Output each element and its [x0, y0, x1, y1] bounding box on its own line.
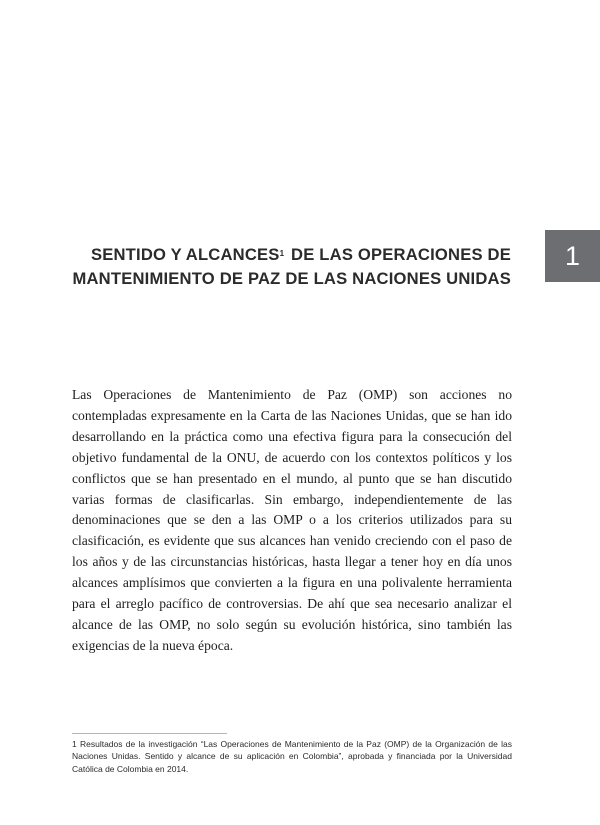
- footnote-reference[interactable]: 1: [279, 249, 285, 259]
- chapter-number-tab: [545, 230, 600, 282]
- chapter-title-line-1: [60, 243, 511, 267]
- chapter-title-part-1: SENTIDO Y ALCANCES: [90, 245, 280, 265]
- footnote-divider: [72, 733, 227, 734]
- chapter-title: [60, 243, 511, 291]
- chapter-title-part-2: DE LAS OPERACIONES DE: [286, 245, 511, 265]
- footnote: 1 Resultados de la investigación “Las Operaciones de Mantenimiento de la Paz (OMP) de la Organización de las Naciones Unidas. Sentido y alcance de su aplicación en Colombia”, aprobada y financiada por la Universidad Católica de Colombia en 2014.: [72, 739, 512, 774]
- body-paragraph: Las Operaciones de Mantenimiento de Paz (OMP) son acciones no contempladas expresamente en la Carta de las Naciones Unidas, que se han ido desarrollando en la práctica como una efectiva figura para la consecución del objetivo fundamental de la ONU, de acuerdo con los contextos políticos y los conflictos que se han presentado en el mundo, al punto que se han discutido varias formas de clasificarlas. Sin embargo, independientemente de las denominaciones que se den a las OMP o a los criterios utilizados para su clasificación, es evidente que sus alcances han venido creciendo con el paso de los años y de las circunstancias históricas, hasta llegar a tener hoy en día unos alcances amplísimos que convierten a la figura en una polivalente herramienta para el arreglo pacífico de controversias. De ahí que sea necesario analizar el alcance de las OMP, no solo según su evolución histórica, sino también las exigencias de la nueva época.: [72, 387, 512, 653]
- chapter-number: 1: [564, 241, 581, 271]
- chapter-title-line-2: MANTENIMIENTO DE PAZ DE LAS NACIONES UNIDAS: [72, 269, 511, 289]
